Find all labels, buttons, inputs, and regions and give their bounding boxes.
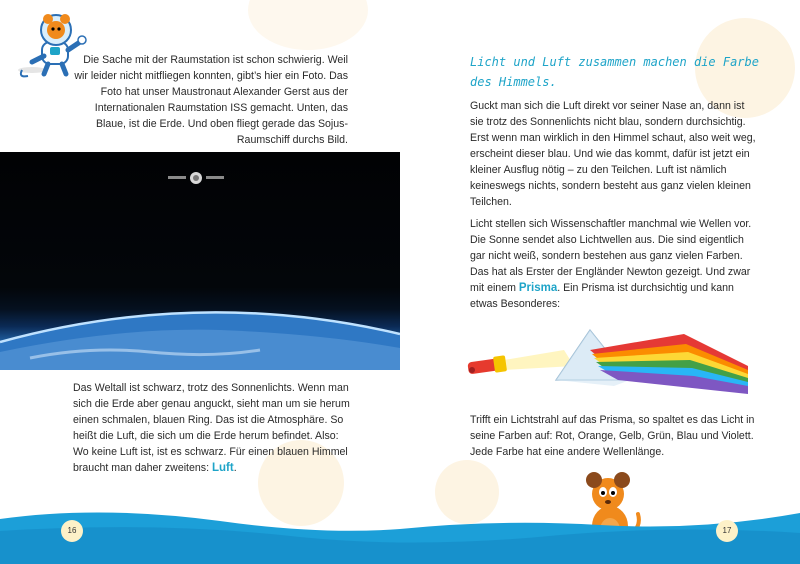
paragraph-3: Trifft ein Lichtstrahl auf das Prisma, so spaltet es das Licht in seine Farben auf: Rot, Orange, Gelb, Grün, Blau und Violett. Jede Farbe hat eine andere Wellenlänge. — [470, 414, 755, 458]
iss-earth-photo — [0, 152, 400, 370]
section-heading: Licht und Luft zusammen machen die Farbe des Himmels. — [470, 55, 759, 89]
decor-blob — [248, 0, 368, 50]
keyword-luft: Luft — [211, 462, 234, 474]
right-page — [400, 0, 800, 564]
paragraph-2-rest: . Ein Prisma ist durchsichtig und kann etwas Besonderes: — [470, 282, 734, 310]
keyword-prisma: Prisma — [518, 282, 558, 294]
body-text-left — [73, 380, 353, 476]
keyword-suffix: . — [233, 462, 237, 474]
paragraph-1: Guckt man sich die Luft direkt vor seiner Nase an, dann ist sie trotz des Sonnenlichts nicht blau, sondern durchsichtig. Erst wenn man wirklich in den Himmel schaut, also weit weg, erscheint dieser blau. Und wie das kommt, dafür ist jetzt ein kleiner Ausflug nötig – zu den Teilchen. Luft ist nämlich keineswegs nichts, sondern besteht aus ganz vielen kleinen Teilchen. — [470, 100, 756, 208]
prism-illustration — [464, 326, 754, 402]
intro-text: Die Sache mit der Raumstation ist schon schwierig. Weil wir leider nicht mitfliegen konnten, gibt’s hier ein Foto. Das Foto hat unser Maustronaut Alexander Gerst aus der Internationalen Raumstation ISS gemacht. Unten, das Blaue, ist die Erde. Und oben fliegt gerade das Sojus-Raumschiff durchs Bild. — [74, 54, 348, 146]
page-number-left: 16 — [61, 520, 83, 542]
body-text: Das Weltall ist schwarz, trotz des Sonnenlichts. Wenn man sich die Erde aber genau anguckt, sieht man um sie herum einen schmalen, blauen Ring. Das ist die Atmosphäre. So heißt die Luft, die sich um die Erde herum befindet. Also: Wo keine Luft ist, ist es schwarz. Für einen blauen Himmel braucht man daher zweitens: — [73, 382, 350, 474]
paragraph-2 — [470, 216, 760, 312]
soyuz-spacecraft-icon — [168, 170, 224, 186]
paragraph-2-text: Licht stellen sich Wissenschaftler manchmal wie Wellen vor. Die Sonne sendet also Lichtwellen aus. Die sind eigentlich gar nicht weiß, sondern bestehen aus ganz vielen Farben. Das hat als Erster der Engländer Newton gezeigt. Und zwar mit einem — [470, 218, 752, 294]
flashlight-icon — [467, 355, 507, 374]
page-number-right: 17 — [716, 520, 738, 542]
bottom-wave-decoration — [0, 505, 800, 564]
